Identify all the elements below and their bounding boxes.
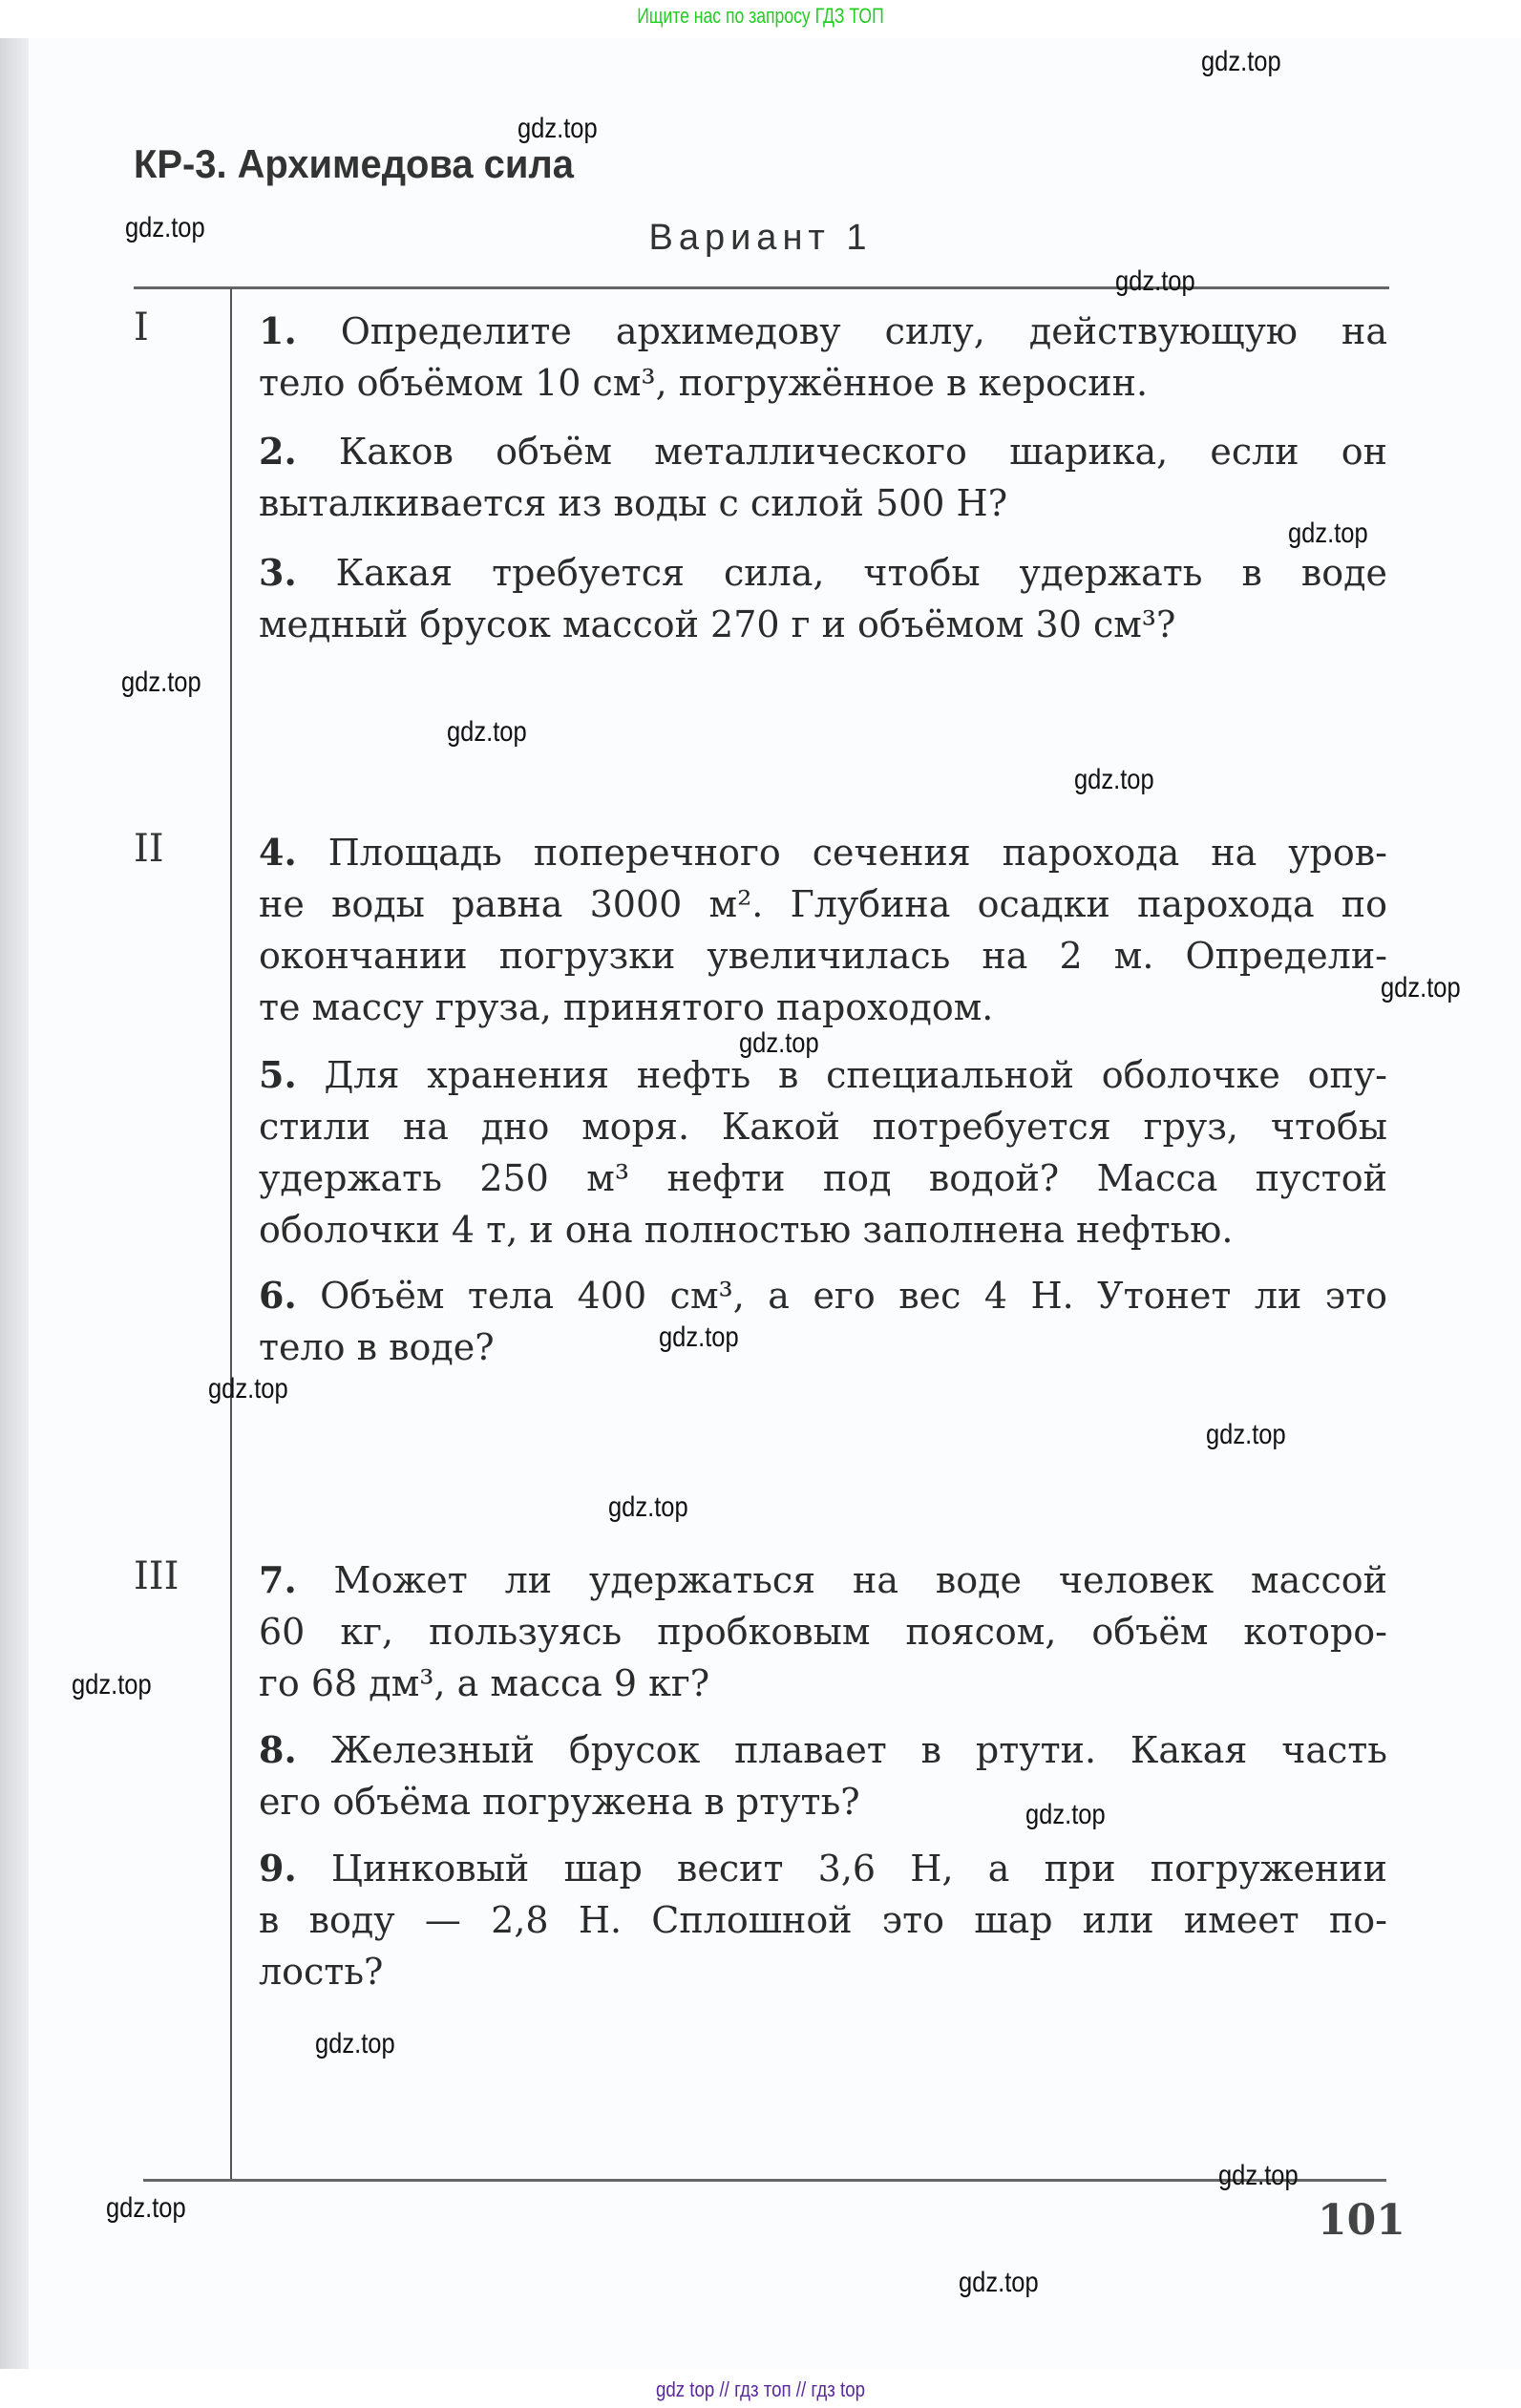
question-line: [259, 1606, 1387, 1658]
question-line: [259, 1152, 1387, 1204]
question-line: [259, 1946, 1387, 1997]
watermark: gdz.top: [1206, 1419, 1286, 1450]
question-text: Может ли удержаться на воде человек массой: [333, 1559, 1387, 1601]
question-text: медный брусок массой 270 г и объёмом 30 см³?: [259, 603, 1176, 645]
level-label: I: [134, 306, 149, 349]
question-number: 9.: [259, 1847, 297, 1890]
watermark: gdz.top: [1288, 518, 1368, 549]
question-line: [259, 477, 1387, 529]
question-1: [259, 306, 1387, 409]
top-rule: [134, 286, 1389, 289]
watermark: gdz.top: [208, 1373, 288, 1405]
question-text: Железный брусок плавает в ртути. Какая часть: [330, 1729, 1387, 1771]
question-text: го 68 дм³, а масса 9 кг?: [259, 1662, 710, 1704]
watermark: gdz.top: [959, 2267, 1039, 2298]
question-text: стили на дно моря. Какой потребуется груз, чтобы: [259, 1106, 1387, 1148]
question-text: лость?: [259, 1951, 384, 1993]
question-number: 3.: [259, 551, 297, 594]
watermark: gdz.top: [106, 2192, 186, 2224]
question-text: удержать 250 м³ нефти под водой? Масса пустой: [259, 1157, 1387, 1199]
level-label: II: [134, 827, 164, 871]
question-line: [259, 982, 1387, 1033]
level-label: III: [134, 1554, 180, 1598]
watermark: gdz.top: [1115, 265, 1195, 297]
question-line: [259, 306, 1387, 357]
watermark: gdz.top: [121, 666, 201, 698]
question-9: [259, 1843, 1387, 1997]
question-6: [259, 1270, 1387, 1373]
question-7: [259, 1554, 1387, 1709]
question-text: в воду — 2,8 Н. Сплошной это шар или имеет по-: [259, 1899, 1387, 1941]
watermark: gdz.top: [739, 1027, 819, 1059]
question-text: не воды равна 3000 м². Глубина осадки парохода по: [259, 883, 1387, 925]
question-text: Каков объём металлического шарика, если он: [338, 431, 1387, 473]
question-text: его объёма погружена в ртуть?: [259, 1781, 860, 1823]
question-line: [259, 930, 1387, 982]
question-8: [259, 1724, 1387, 1827]
watermark: gdz.top: [518, 113, 598, 144]
question-line: [259, 1101, 1387, 1152]
question-text: тело объёмом 10 см³, погружённое в керосин.: [259, 362, 1149, 404]
watermark: gdz.top: [315, 2028, 395, 2059]
question-line: [259, 1894, 1387, 1946]
question-number: 4.: [259, 831, 297, 874]
question-text: оболочки 4 т, и она полностью заполнена нефтью.: [259, 1209, 1234, 1251]
question-4: [259, 827, 1387, 1033]
question-line: [259, 1049, 1387, 1101]
question-line: [259, 1843, 1387, 1894]
watermark: gdz.top: [1381, 972, 1461, 1003]
question-2: [259, 426, 1387, 529]
question-number: 7.: [259, 1558, 297, 1601]
question-5: [259, 1049, 1387, 1256]
watermark: gdz.top: [72, 1669, 152, 1700]
question-number: 2.: [259, 430, 297, 473]
column-divider: [230, 288, 232, 2179]
search-hint-banner: Ищите нас по запросу ГДЗ ТОП: [637, 4, 884, 28]
question-text: Для хранения нефть в специальной оболочке опу-: [324, 1054, 1387, 1096]
question-text: 60 кг, пользуясь пробковым поясом, объём которо-: [259, 1611, 1387, 1653]
question-text: Какая требуется сила, чтобы удержать в воде: [335, 552, 1387, 594]
page-number: 101: [1318, 2196, 1405, 2245]
question-line: [259, 599, 1387, 650]
question-line: [259, 547, 1387, 599]
question-line: [259, 1204, 1387, 1256]
question-number: 6.: [259, 1274, 297, 1317]
watermark: gdz.top: [1074, 764, 1154, 795]
question-text: те массу груза, принятого пароходом.: [259, 986, 994, 1028]
page-edge-shadow: [0, 38, 29, 2369]
question-number: 1.: [259, 309, 297, 352]
watermark: gdz.top: [1201, 46, 1281, 77]
question-number: 8.: [259, 1728, 297, 1771]
watermark: gdz.top: [1025, 1799, 1106, 1830]
question-text: Определите архимедову силу, действующую на: [340, 310, 1387, 352]
watermark: gdz.top: [125, 212, 205, 243]
page-title: КР-3. Архимедова сила: [134, 141, 574, 186]
question-line: [259, 1724, 1387, 1776]
question-number: 5.: [259, 1053, 297, 1096]
watermark: gdz.top: [608, 1491, 688, 1523]
question-3: [259, 547, 1387, 650]
question-line: [259, 426, 1387, 477]
question-text: окончании погрузки увеличилась на 2 м. Определи-: [259, 935, 1387, 977]
watermark: gdz.top: [1218, 2160, 1299, 2191]
question-text: Объём тела 400 см³, а его вес 4 Н. Утонет ли это: [320, 1275, 1387, 1317]
question-text: тело в воде?: [259, 1326, 495, 1368]
question-line: [259, 1321, 1387, 1373]
question-text: Цинковый шар весит 3,6 Н, а при погружении: [330, 1848, 1387, 1890]
bottom-rule: [143, 2179, 1386, 2182]
variant-heading: Вариант 1: [648, 218, 873, 258]
footer-links: gdz top // гдз топ // гдз top: [655, 2377, 866, 2401]
question-line: [259, 1658, 1387, 1709]
watermark: gdz.top: [447, 716, 527, 748]
question-line: [259, 827, 1387, 878]
question-line: [259, 878, 1387, 930]
question-line: [259, 1776, 1387, 1827]
question-line: [259, 357, 1387, 409]
question-text: выталкивается из воды с силой 500 Н?: [259, 482, 1008, 524]
question-line: [259, 1554, 1387, 1606]
watermark: gdz.top: [659, 1321, 739, 1353]
question-text: Площадь поперечного сечения парохода на уров-: [327, 832, 1387, 874]
question-line: [259, 1270, 1387, 1321]
